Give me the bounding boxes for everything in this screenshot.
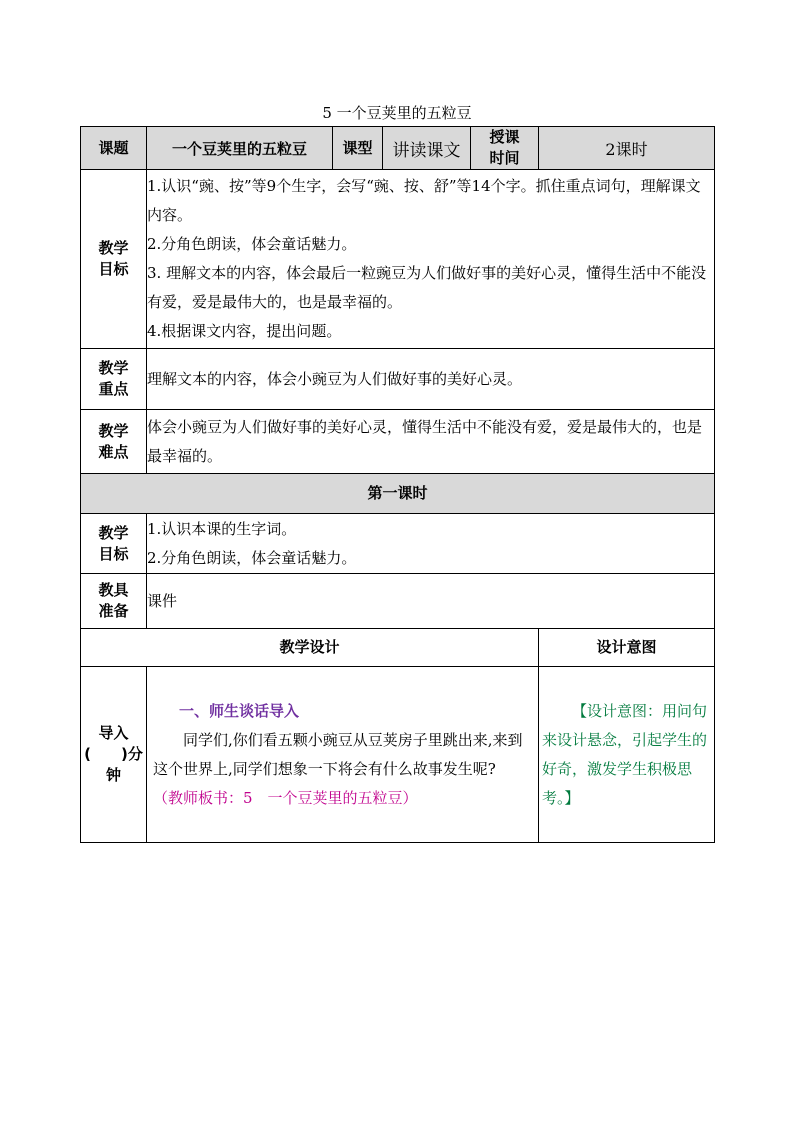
key-points-text: 理解文本的内容，体会小豌豆为人们做好事的美好心灵。 [147, 349, 715, 410]
hours-label [471, 127, 539, 170]
goals-label-line1: 教学 [98, 239, 129, 257]
section-label [81, 667, 147, 843]
hours-value: 2课时 [539, 127, 715, 170]
intent-text: 【设计意图：用问句来设计悬念，引起学生的好奇，激发学生积极思考。】 [542, 701, 708, 807]
design-header: 教学设计 [81, 629, 539, 667]
goals-label-line2: 目标 [98, 260, 129, 278]
key-points-label-line2: 重点 [98, 380, 129, 398]
section-label-line1: 导入 [98, 724, 129, 742]
difficulties-text: 体会小豌豆为人们做好事的美好心灵，懂得生活中不能没有爱，爱是最伟大的，也是最幸福的。 [147, 410, 715, 474]
first-lesson-heading: 第一课时 [81, 474, 715, 514]
lesson-plan-table [80, 126, 715, 843]
topic-label: 课题 [81, 127, 147, 170]
lesson-goal-item: 1.认识本课的生字词。 [147, 519, 297, 538]
lesson-goals-content [147, 514, 715, 574]
goal-item: 1.认识“豌、按”等9个生字，会写“豌、按、舒”等14个字。抓住重点词句，理解课文内容。 [147, 177, 701, 224]
section-body: 同学们,你们看五颗小豌豆从豆荚房子里跳出来,来到这个世界上,同学们想象一下将会有什么故事发生呢? [153, 730, 523, 778]
key-points-row [81, 349, 715, 410]
goals-content [147, 170, 715, 349]
first-lesson-row [81, 474, 715, 514]
intent-content [539, 667, 715, 843]
section-title: 一、师生谈话导入 [179, 701, 300, 720]
hours-label-line2: 时间 [489, 149, 520, 167]
tools-row [81, 574, 715, 629]
section-label-line3: 钟 [105, 766, 121, 784]
key-points-label-line1: 教学 [98, 359, 129, 377]
tools-value: 课件 [147, 574, 715, 629]
board-note: （教师板书：5 一个豆荚里的五粒豆） [153, 788, 418, 807]
difficulties-label [81, 410, 147, 474]
lesson-goals-label-line1: 教学 [98, 523, 129, 542]
difficulties-label-line2: 难点 [98, 442, 129, 461]
goal-item: 2.分角色朗读，体会童话魅力。 [147, 235, 357, 253]
design-content-row [81, 667, 715, 843]
goal-item: 3. 理解文本的内容，体会最后一粒豌豆为人们做好事的美好心灵，懂得生活中不能没有爱，爱是最伟大的，也是最幸福的。 [147, 264, 707, 311]
hours-label-line1: 授课 [489, 128, 520, 146]
lesson-goals-label-line2: 目标 [98, 544, 129, 563]
type-label: 课型 [333, 127, 383, 170]
lesson-goals-row [81, 514, 715, 574]
topic-value: 一个豆荚里的五粒豆 [147, 127, 333, 170]
lesson-goal-item: 2.分角色朗读，体会童话魅力。 [147, 548, 357, 567]
goal-item: 4.根据课文内容，提出问题。 [147, 322, 342, 340]
goals-label [81, 170, 147, 349]
document-title: 5 一个豆荚里的五粒豆 [322, 104, 472, 122]
section-label-line2: ( )分 [84, 745, 143, 763]
intent-header: 设计意图 [539, 629, 715, 667]
difficulties-row [81, 410, 715, 474]
design-content [147, 667, 539, 843]
goals-row [81, 170, 715, 349]
type-value: 讲读课文 [383, 127, 471, 170]
header-row [81, 127, 715, 170]
key-points-label [81, 349, 147, 410]
lesson-goals-label [81, 514, 147, 574]
design-header-row [81, 629, 715, 667]
difficulties-label-line1: 教学 [98, 421, 129, 440]
tools-label-line2: 准备 [98, 602, 129, 620]
tools-label [81, 574, 147, 629]
tools-label-line1: 教具 [98, 581, 129, 599]
